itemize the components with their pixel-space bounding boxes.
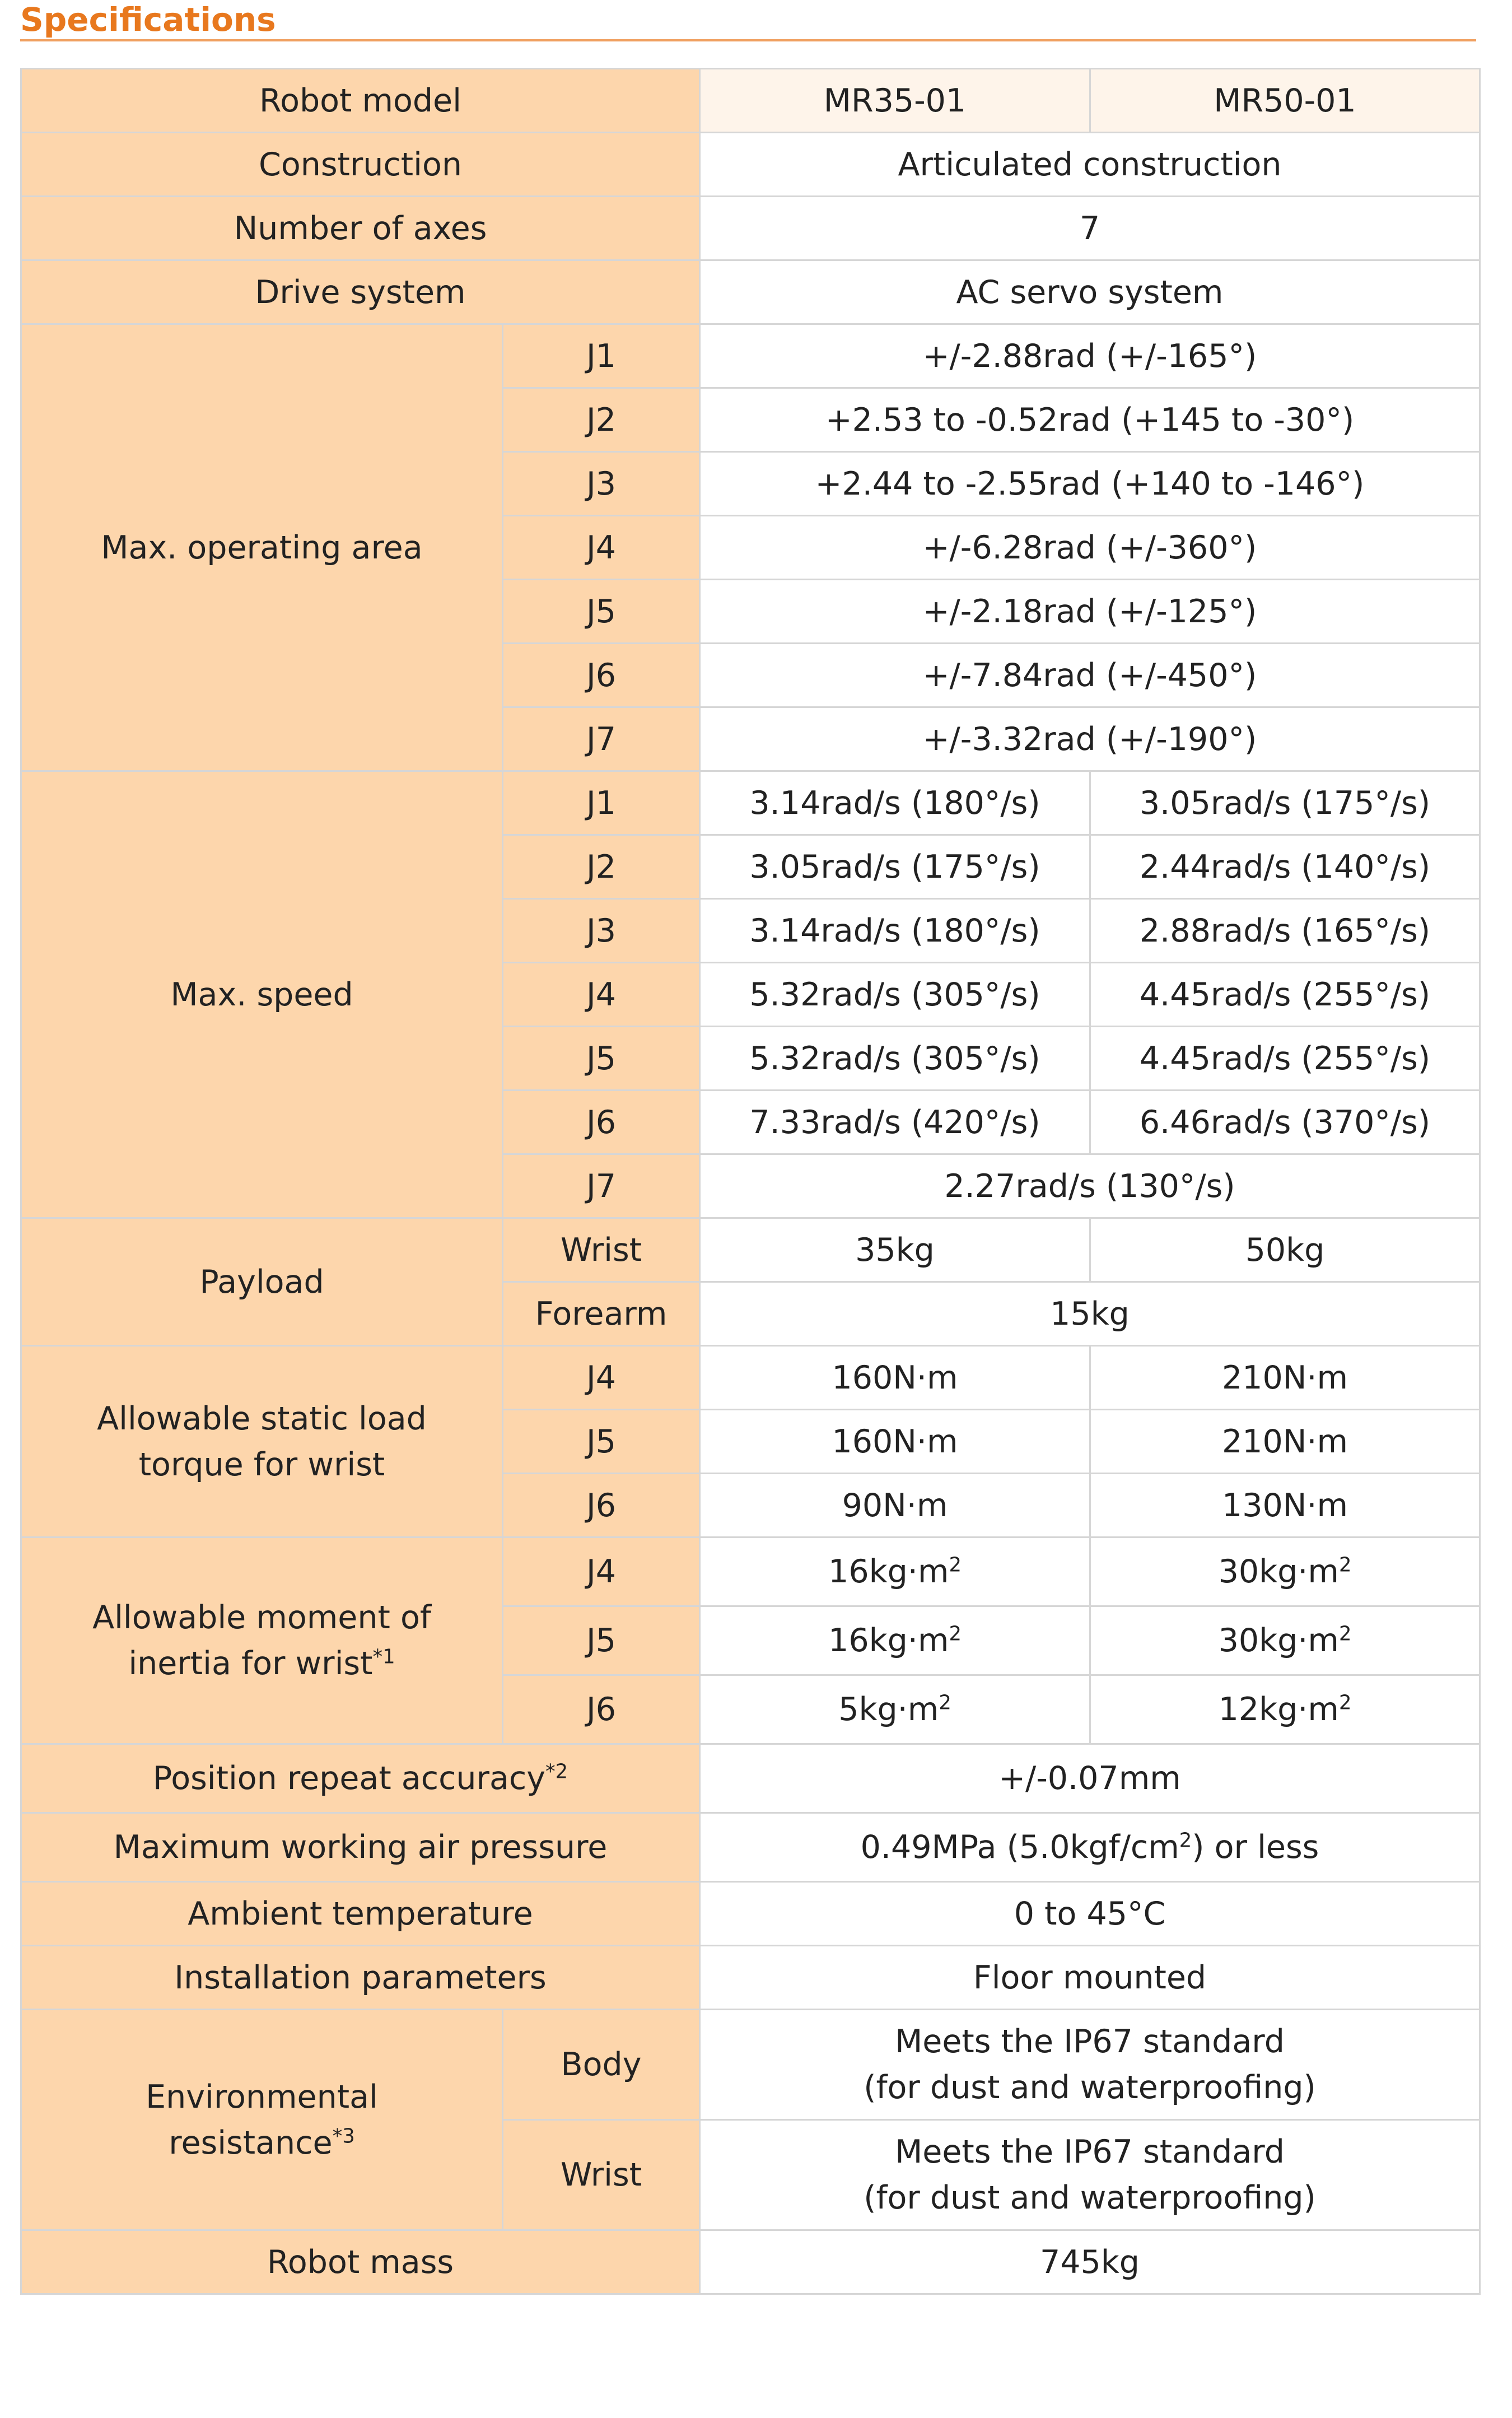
construction-value: Articulated construction — [700, 133, 1480, 197]
static-load-mr35: 90N·m — [700, 1474, 1090, 1538]
operating-area-value: +/-2.88rad (+/-165°) — [700, 324, 1480, 388]
joint-label: J2 — [503, 388, 700, 452]
env-body-label: Body — [503, 2010, 700, 2120]
drive-value: AC servo system — [700, 260, 1480, 324]
joint-label: J1 — [503, 771, 700, 835]
model-mr35: MR35-01 — [700, 69, 1090, 133]
footnote-marker: *1 — [372, 1645, 395, 1669]
joint-label: J7 — [503, 1154, 700, 1218]
inertia-mr50: $30kg\cdot m^2$ — [1090, 1538, 1480, 1606]
speed-mr50: 4.45rad/s (255°/s) — [1090, 1027, 1480, 1091]
speed-mr35: 3.14rad/s (180°/s) — [700, 899, 1090, 963]
static-load-mr50: 130N·m — [1090, 1474, 1480, 1538]
payload-wrist-mr35: 35kg — [700, 1218, 1090, 1282]
operating-area-value: +/-3.32rad (+/-190°) — [700, 707, 1480, 771]
operating-area-value: +/-2.18rad (+/-125°) — [700, 580, 1480, 644]
inertia-label — [21, 1538, 503, 1744]
speed-mr35: 3.05rad/s (175°/s) — [700, 835, 1090, 899]
repeat-accuracy-label: Position repeat accuracy$^{*2}$ — [21, 1744, 700, 1813]
payload-wrist-label: Wrist — [503, 1218, 700, 1282]
joint-label: J6 — [503, 1091, 700, 1154]
joint-label: J4 — [503, 1538, 700, 1606]
inertia-mr35: $5kg\cdot m^2$ — [700, 1675, 1090, 1744]
air-pressure-label: Maximum working air pressure — [21, 1813, 700, 1882]
inertia-mr50: $12kg\cdot m^2$ — [1090, 1675, 1480, 1744]
speed-label: Max. speed — [21, 771, 503, 1218]
joint-label: J5 — [503, 1410, 700, 1474]
robot-model-label: Robot model — [21, 69, 700, 133]
environment-label-line1: Environmental — [146, 2078, 378, 2116]
model-mr50: MR50-01 — [1090, 69, 1480, 133]
env-wrist-value: Meets the IP67 standard (for dust and waterproofing) — [700, 2120, 1480, 2230]
static-load-label-line2: torque for wrist — [138, 1446, 385, 1483]
row-air-pressure — [21, 1813, 1480, 1882]
row-payload-wrist — [21, 1218, 1480, 1282]
joint-label: J2 — [503, 835, 700, 899]
static-load-label — [21, 1346, 503, 1538]
speed-mr50: 2.44rad/s (140°/s) — [1090, 835, 1480, 899]
mass-label: Robot mass — [21, 2230, 700, 2294]
joint-label: J4 — [503, 516, 700, 580]
speed-mr50: 6.46rad/s (370°/s) — [1090, 1091, 1480, 1154]
payload-wrist-mr50: 50kg — [1090, 1218, 1480, 1282]
inertia-label-line1: Allowable moment of — [92, 1599, 431, 1636]
operating-area-label: Max. operating area — [21, 324, 503, 771]
air-pressure-value: 0.49MPa $(5.0kgf/cm^2)$ or less — [700, 1813, 1480, 1882]
operating-area-value: +/-7.84rad (+/-450°) — [700, 644, 1480, 707]
row-drive-system — [21, 260, 1480, 324]
ambient-label: Ambient temperature — [21, 1882, 700, 1946]
speed-mr50: 4.45rad/s (255°/s) — [1090, 963, 1480, 1027]
footnote-marker: *2 — [545, 1760, 568, 1783]
joint-label: J1 — [503, 324, 700, 388]
speed-mr50: 3.05rad/s (175°/s) — [1090, 771, 1480, 835]
row-repeat-accuracy — [21, 1744, 1480, 1813]
row-installation — [21, 1946, 1480, 2010]
joint-label: J4 — [503, 963, 700, 1027]
mass-value: 745kg — [700, 2230, 1480, 2294]
axes-label: Number of axes — [21, 197, 700, 260]
construction-label: Construction — [21, 133, 700, 197]
static-load-mr35: 160N·m — [700, 1410, 1090, 1474]
joint-label: J5 — [503, 1606, 700, 1675]
joint-label: J4 — [503, 1346, 700, 1410]
payload-forearm-value: 15kg — [700, 1282, 1480, 1346]
operating-area-value: +2.44 to -2.55rad (+140 to -146°) — [700, 452, 1480, 516]
inertia-mr50: $30kg\cdot m^2$ — [1090, 1606, 1480, 1675]
static-load-mr50: 210N·m — [1090, 1346, 1480, 1410]
inertia-label-line2: inertia for wrist$^{*1}$ — [128, 1645, 395, 1682]
env-wrist-label: Wrist — [503, 2120, 700, 2230]
table-row — [21, 1538, 1480, 1606]
static-load-mr50: 210N·m — [1090, 1410, 1480, 1474]
joint-label: J5 — [503, 580, 700, 644]
joint-label: J6 — [503, 1474, 700, 1538]
joint-label: J5 — [503, 1027, 700, 1091]
footnote-marker: *3 — [332, 2125, 355, 2148]
row-robot-model — [21, 69, 1480, 133]
row-construction — [21, 133, 1480, 197]
environment-label-line2: resistance$^{*3}$ — [169, 2124, 355, 2161]
joint-label: J3 — [503, 899, 700, 963]
row-env-body — [21, 2010, 1480, 2120]
row-robot-mass — [21, 2230, 1480, 2294]
table-row — [21, 771, 1480, 835]
speed-mr35: 5.32rad/s (305°/s) — [700, 963, 1090, 1027]
installation-label: Installation parameters — [21, 1946, 700, 2010]
joint-label: J3 — [503, 452, 700, 516]
row-axes — [21, 197, 1480, 260]
joint-label: J6 — [503, 1675, 700, 1744]
title-underline — [20, 39, 1476, 41]
ambient-value: 0 to 45°C — [700, 1882, 1480, 1946]
axes-value: 7 — [700, 197, 1480, 260]
table-row — [21, 1346, 1480, 1410]
joint-label: J7 — [503, 707, 700, 771]
inertia-mr35: $16kg\cdot m^2$ — [700, 1538, 1090, 1606]
joint-label: J6 — [503, 644, 700, 707]
payload-label: Payload — [21, 1218, 503, 1346]
specifications-table — [20, 68, 1481, 2295]
env-body-value: Meets the IP67 standard (for dust and waterproofing) — [700, 2010, 1480, 2120]
speed-mr35: 7.33rad/s (420°/s) — [700, 1091, 1090, 1154]
payload-forearm-label: Forearm — [503, 1282, 700, 1346]
drive-label: Drive system — [21, 260, 700, 324]
static-load-mr35: 160N·m — [700, 1346, 1090, 1410]
speed-j7-value: 2.27rad/s (130°/s) — [700, 1154, 1480, 1218]
speed-mr50: 2.88rad/s (165°/s) — [1090, 899, 1480, 963]
operating-area-value: +/-6.28rad (+/-360°) — [700, 516, 1480, 580]
inertia-mr35: $16kg\cdot m^2$ — [700, 1606, 1090, 1675]
operating-area-value: +2.53 to -0.52rad (+145 to -30°) — [700, 388, 1480, 452]
repeat-accuracy-value: +/-0.07mm — [700, 1744, 1480, 1813]
section-title: Specifications — [20, 1, 276, 39]
speed-mr35: 3.14rad/s (180°/s) — [700, 771, 1090, 835]
installation-value: Floor mounted — [700, 1946, 1480, 2010]
row-ambient — [21, 1882, 1480, 1946]
static-load-label-line1: Allowable static load — [97, 1400, 427, 1437]
environment-label — [21, 2010, 503, 2230]
table-row — [21, 324, 1480, 388]
speed-mr35: 5.32rad/s (305°/s) — [700, 1027, 1090, 1091]
